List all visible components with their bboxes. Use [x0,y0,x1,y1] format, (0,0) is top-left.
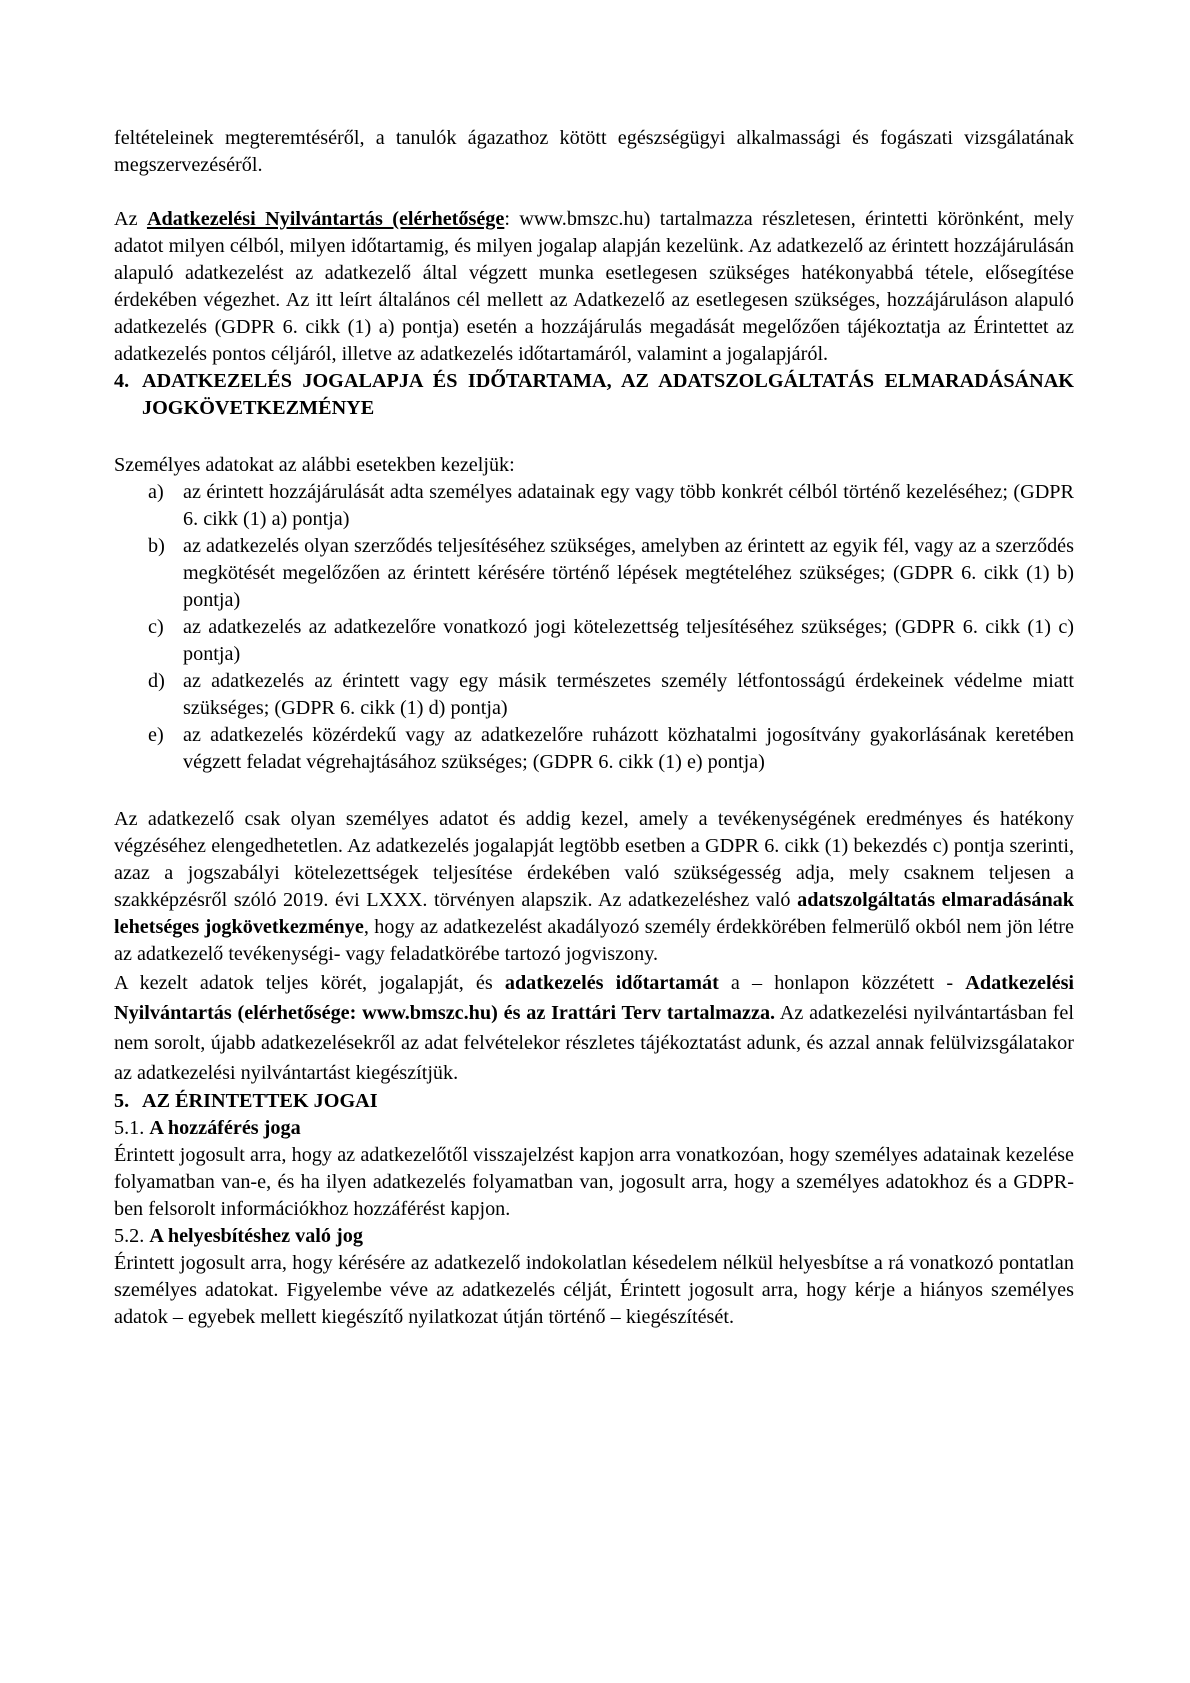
list-item-text: az érintett hozzájárulását adta személyes adatainak egy vagy több konkrét célból történő kezeléséhez; (GDPR 6. cikk (1) a) pontja) [183,481,1074,530]
subsection-5-2-number: 5.2. [114,1225,145,1247]
list-item [114,614,1074,668]
register-prefix: Az [114,208,147,230]
page-content [114,125,1074,1331]
list-item-label: e) [148,724,164,746]
list-item-label: a) [148,481,164,503]
para1-text-b: , hogy az adatkezelést akadályozó személy érdekkörében felmerülő okból nem jön létre az adatkezelő tevékenységi- vagy feladatkörébe tartozó jogviszony. [114,916,1074,965]
para2-text-a: A kezelt adatok teljes körét, jogalapját, és [114,972,505,994]
subsection-5-2-title: A helyesbítéshez való jog [149,1225,363,1247]
register-rest: : www.bmszc.hu) tartalmazza részletesen, érintetti körönként, mely adatot milyen célból, milyen időtartamig, és milyen jogalap alapján kezelünk. Az adatkezelő az érintett hozzájárulásán alapuló adatkezelést az adatkezelő által végzett munka esetlegesen szükséges hatékonyabbá tétele, elősegítése érdekében végezhet. Az itt leírt általános cél mellett az Adatkezelő az esetlegesen szükséges, hozzájáruláson alapuló adatkezelés (GDPR 6. cikk (1) a) pontja) esetén a hozzájárulás megadását megelőzően tájékoztatja az Érintettet az adatkezelés pontos céljáról, illetve az adatkezelés időtartamáról, valamint a jogalapjáról. [114,208,1074,365]
para1-bold: adatszolgáltatás elmaradásának lehetséges jogkövetkezménye [114,889,1074,938]
legal-basis-list [114,479,1074,776]
list-item [114,722,1074,776]
para2-bold-1: adatkezelés időtartamát [504,972,719,994]
section-5-number: 5. [114,1090,130,1112]
list-item [114,533,1074,614]
section-4-lead: Személyes adatokat az alábbi esetekben kezeljük: [114,454,515,476]
intro-paragraph: feltételeinek megteremtéséről, a tanulók ágazathoz kötött egészségügyi alkalmassági és fogászati vizsgálatának megszervezéséről. [114,127,1074,176]
section-4-title: ADATKEZELÉS JOGALAPJA ÉS IDŐTARTAMA, AZ ADATSZOLGÁLTATÁS ELMARADÁSÁNAK JOGKÖVETKEZMÉNYE [142,370,1074,419]
list-item-text: az adatkezelés az érintett vagy egy másik természetes személy létfontosságú érdekeinek védelme miatt szükséges; (GDPR 6. cikk (1) d) pontja) [183,670,1074,719]
section-5-heading [114,1088,1074,1115]
list-item-text: az adatkezelés olyan szerződés teljesítéséhez szükséges, amelyben az érintett az egyik fél, vagy az a szerződés megkötését megelőzően az érintett kérésére történő lépések megtételéhez szükséges; (GDPR 6. cikk (1) b) pontja) [183,535,1074,611]
para2-text-c: Az adatkezelési nyilvántartásban fel nem sorolt, újabb adatkezelésekről az adat felvételekor részletes tájékoztatást adunk, és azzal annak felülvizsgálatakor az adatkezelési nyilvántartást kiegészítjük. [114,1002,1074,1084]
subsection-5-1-title: A hozzáférés joga [149,1117,301,1139]
subsection-5-1-text: Érintett jogosult arra, hogy az adatkezelőtől visszajelzést kapjon arra vonatkozóan, hogy személyes adatainak kezelése folyamatban van-e, és ha ilyen adatkezelés folyamatban van, jogosult arra, hogy a személyes adatokhoz és a GDPR-ben felsorolt információkhoz hozzáférést kapjon. [114,1144,1074,1220]
subsection-5-2-text: Érintett jogosult arra, hogy kérésére az adatkezelő indokolatlan késedelem nélkül helyesbítse a rá vonatkozó pontatlan személyes adatokat. Figyelembe véve az adatkezelés célját, Érintett jogosult arra, hogy kérje a hiányos személyes adatok – egyebek mellett kiegészítő nyilatkozat útján történő – kiegészítését. [114,1252,1074,1328]
subsection-5-1-number: 5.1. [114,1117,145,1139]
list-item-label: b) [148,535,165,557]
list-item-text: az adatkezelés az adatkezelőre vonatkozó jogi kötelezettség teljesítéséhez szükséges; (GDPR 6. cikk (1) c) pontja) [183,616,1074,665]
para1-text-a: Az adatkezelő csak olyan személyes adatot és addig kezel, amely a tevékenységének eredményes és hatékony végzéséhez elengedhetetlen. Az adatkezelés jogalapját legtöbb esetben a GDPR 6. cikk (1) bekezdés c) pontja szerinti, azaz a jogszabályi kötelezettségek teljesítése érdekében való szükségesség adja, mely csaknem teljesen a szakképzésről szóló 2019. évi LXXX. törvényen alapszik. Az adatkezeléshez való [114,808,1074,911]
list-item-text: az adatkezelés közérdekű vagy az adatkezelőre ruházott közhatalmi jogosítvány gyakorlásának keretében végzett feladat végrehajtásához szükséges; (GDPR 6. cikk (1) e) pontja) [183,724,1074,773]
list-item-label: c) [148,616,164,638]
list-item [114,479,1074,533]
register-paragraph [114,206,1074,368]
section-4-paragraph-2 [114,968,1074,1088]
section-4-paragraph-1 [114,806,1074,968]
para2-bold-2: Adatkezelési Nyilvántartás (elérhetősége: www.bmszc.hu) és az Irattári Terv tartalmazza. [114,972,1075,1024]
section-4-heading [114,368,1074,422]
register-link-text: Adatkezelési Nyilvántartás (elérhetősége [146,208,505,230]
section-5-title: AZ ÉRINTETTEK JOGAI [142,1090,378,1112]
list-item [114,668,1074,722]
subsection-5-1-heading [114,1115,1074,1142]
para2-text-b: a – honlapon közzétett - [718,972,966,994]
subsection-5-2-heading [114,1223,1074,1250]
list-item-label: d) [148,670,165,692]
section-4-number: 4. [114,370,130,392]
